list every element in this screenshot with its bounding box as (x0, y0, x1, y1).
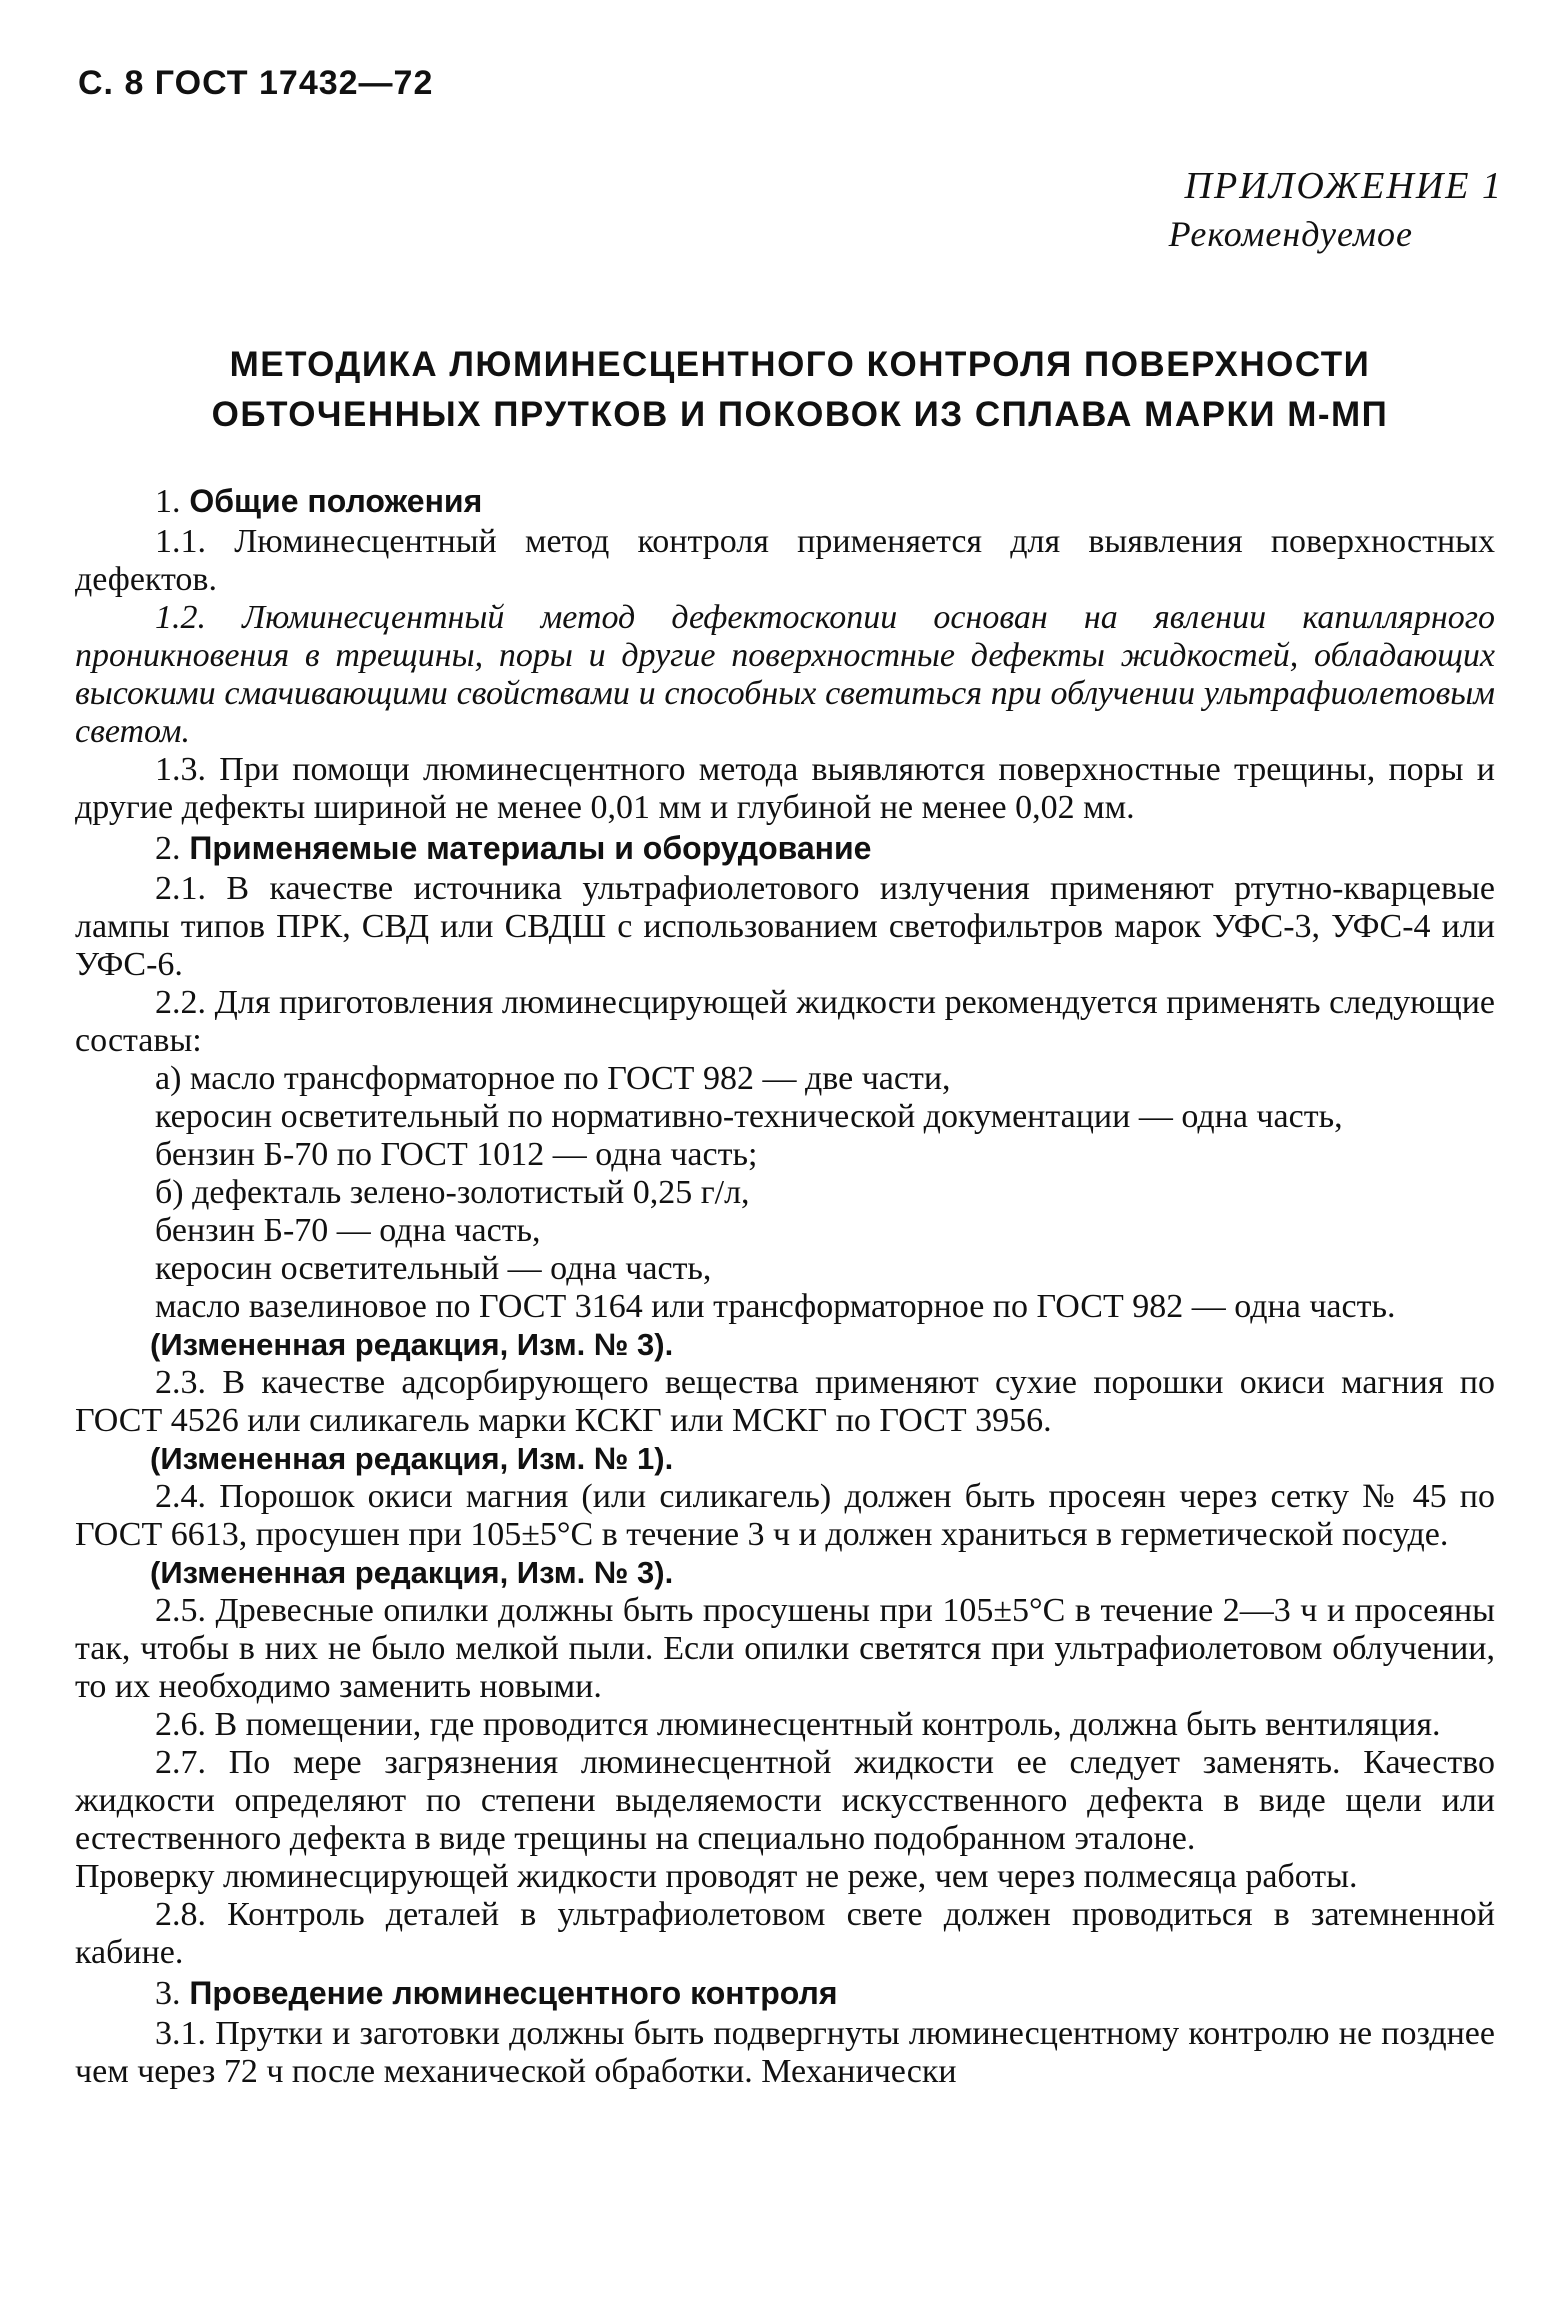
section-heading-1 (75, 482, 1495, 521)
paragraph-2-7-continued: Проверку люминесцирующей жидкости проводят не реже, чем через полмесяца работы. (75, 1858, 1358, 1895)
paragraph-2-5: 2.5. Древесные опилки должны быть просушены при 105±5°С в течение 2—3 ч и просеяны так, чтобы в них не было мелкой пыли. Если опилки светятся при ультрафиолетовом облучении, то их необходимо заменить новыми. (75, 1592, 1495, 1705)
paragraph-3-1: 3.1. Прутки и заготовки должны быть подвергнуты люминесцентному контролю не позднее чем через 72 ч после механической обработки. Механически (75, 2015, 1495, 2090)
paragraph-2-2: 2.2. Для приготовления люминесцирующей жидкости рекомендуется применять следующие составы: (75, 984, 1495, 1059)
list-item-b-3: керосин осветительный — одна часть, (155, 1250, 712, 1287)
section-number: 1. (155, 483, 181, 520)
amendment-note: (Измененная редакция, Изм. № 3). (150, 1555, 674, 1590)
list-item-b: б) дефекталь зелено-золотистый 0,25 г/л, (155, 1174, 750, 1211)
section-heading-2 (75, 829, 1495, 868)
paragraph-2-8: 2.8. Контроль деталей в ультрафиолетовом свете должен проводиться в затемненной кабине. (75, 1896, 1495, 1971)
amendment-note: (Измененная редакция, Изм. № 3). (150, 1327, 674, 1362)
paragraph-2-4: 2.4. Порошок окиси магния (или силикагель) должен быть просеян через сетку № 45 по ГОСТ 6613, просушен при 105±5°С в течение 3 ч и должен храниться в герметической посуде. (75, 1478, 1495, 1553)
title-line-1: МЕТОДИКА ЛЮМИНЕСЦЕНТНОГО КОНТРОЛЯ ПОВЕРХНОСТИ (229, 345, 1371, 384)
section-number: 3. (155, 1975, 181, 2012)
paragraph-1-3: 1.3. При помощи люминесцентного метода выявляются поверхностные трещины, поры и другие дефекты шириной не менее 0,01 мм и глубиной не менее 0,02 мм. (75, 751, 1495, 826)
paragraph-1-1: 1.1. Люминесцентный метод контроля применяется для выявления поверхностных дефектов. (75, 523, 1495, 598)
section-title: Применяемые материалы и оборудование (189, 830, 872, 866)
list-item-a-2: керосин осветительный по нормативно-технической документации — одна часть, (155, 1098, 1343, 1135)
paragraph-2-7: 2.7. По мере загрязнения люминесцентной жидкости ее следует заменять. Качество жидкости определяют по степени выделяемости искусственного дефекта в виде щели или естественного дефекта в виде трещины на специально подобранном эталоне. (75, 1744, 1495, 1857)
appendix-status: Рекомендуемое (1168, 214, 1413, 254)
document-body (75, 480, 1495, 2091)
list-item-b-2: бензин Б-70 — одна часть, (155, 1212, 541, 1249)
section-title: Проведение люминесцентного контроля (189, 1975, 838, 2011)
paragraph-2-1: 2.1. В качестве источника ультрафиолетового излучения применяют ртутно-кварцевые лампы типов ПРК, СВД или СВДШ с использованием светофильтров марок УФС-3, УФС-4 или УФС-6. (75, 870, 1495, 983)
section-heading-3 (75, 1974, 1495, 2013)
list-item-a-3: бензин Б-70 по ГОСТ 1012 — одна часть; (155, 1136, 758, 1173)
section-number: 2. (155, 830, 181, 867)
list-item-b-4: масло вазелиновое по ГОСТ 3164 или трансформаторное по ГОСТ 982 — одна часть. (155, 1288, 1396, 1325)
title-line-2: ОБТОЧЕННЫХ ПРУТКОВ И ПОКОВОК ИЗ СПЛАВА МАРКИ М-МП (211, 395, 1389, 434)
paragraph-1-2: 1.2. Люминесцентный метод дефектоскопии основан на явлении капиллярного проникновения в трещины, поры и другие поверхностные дефекты жидкостей, обладающих высокими смачивающими свойствами и способных светиться при облучении ультрафиолетовым светом. (75, 599, 1495, 750)
amendment-note: (Измененная редакция, Изм. № 1). (150, 1441, 674, 1476)
document-title (100, 340, 1500, 440)
paragraph-2-3: 2.3. В качестве адсорбирующего вещества применяют сухие порошки окиси магния по ГОСТ 4526 или силикагель марки КСКГ или МСКГ по ГОСТ 3956. (75, 1364, 1495, 1439)
appendix-label: ПРИЛОЖЕНИЕ 1 (1184, 165, 1503, 207)
paragraph-2-6: 2.6. В помещении, где проводится люминесцентный контроль, должна быть вентиляция. (155, 1706, 1441, 1743)
appendix-label-block (1169, 162, 1503, 258)
running-header: С. 8 ГОСТ 17432—72 (78, 64, 434, 102)
list-item-a: а) масло трансформаторное по ГОСТ 982 — две части, (155, 1060, 951, 1097)
section-title: Общие положения (189, 483, 483, 519)
